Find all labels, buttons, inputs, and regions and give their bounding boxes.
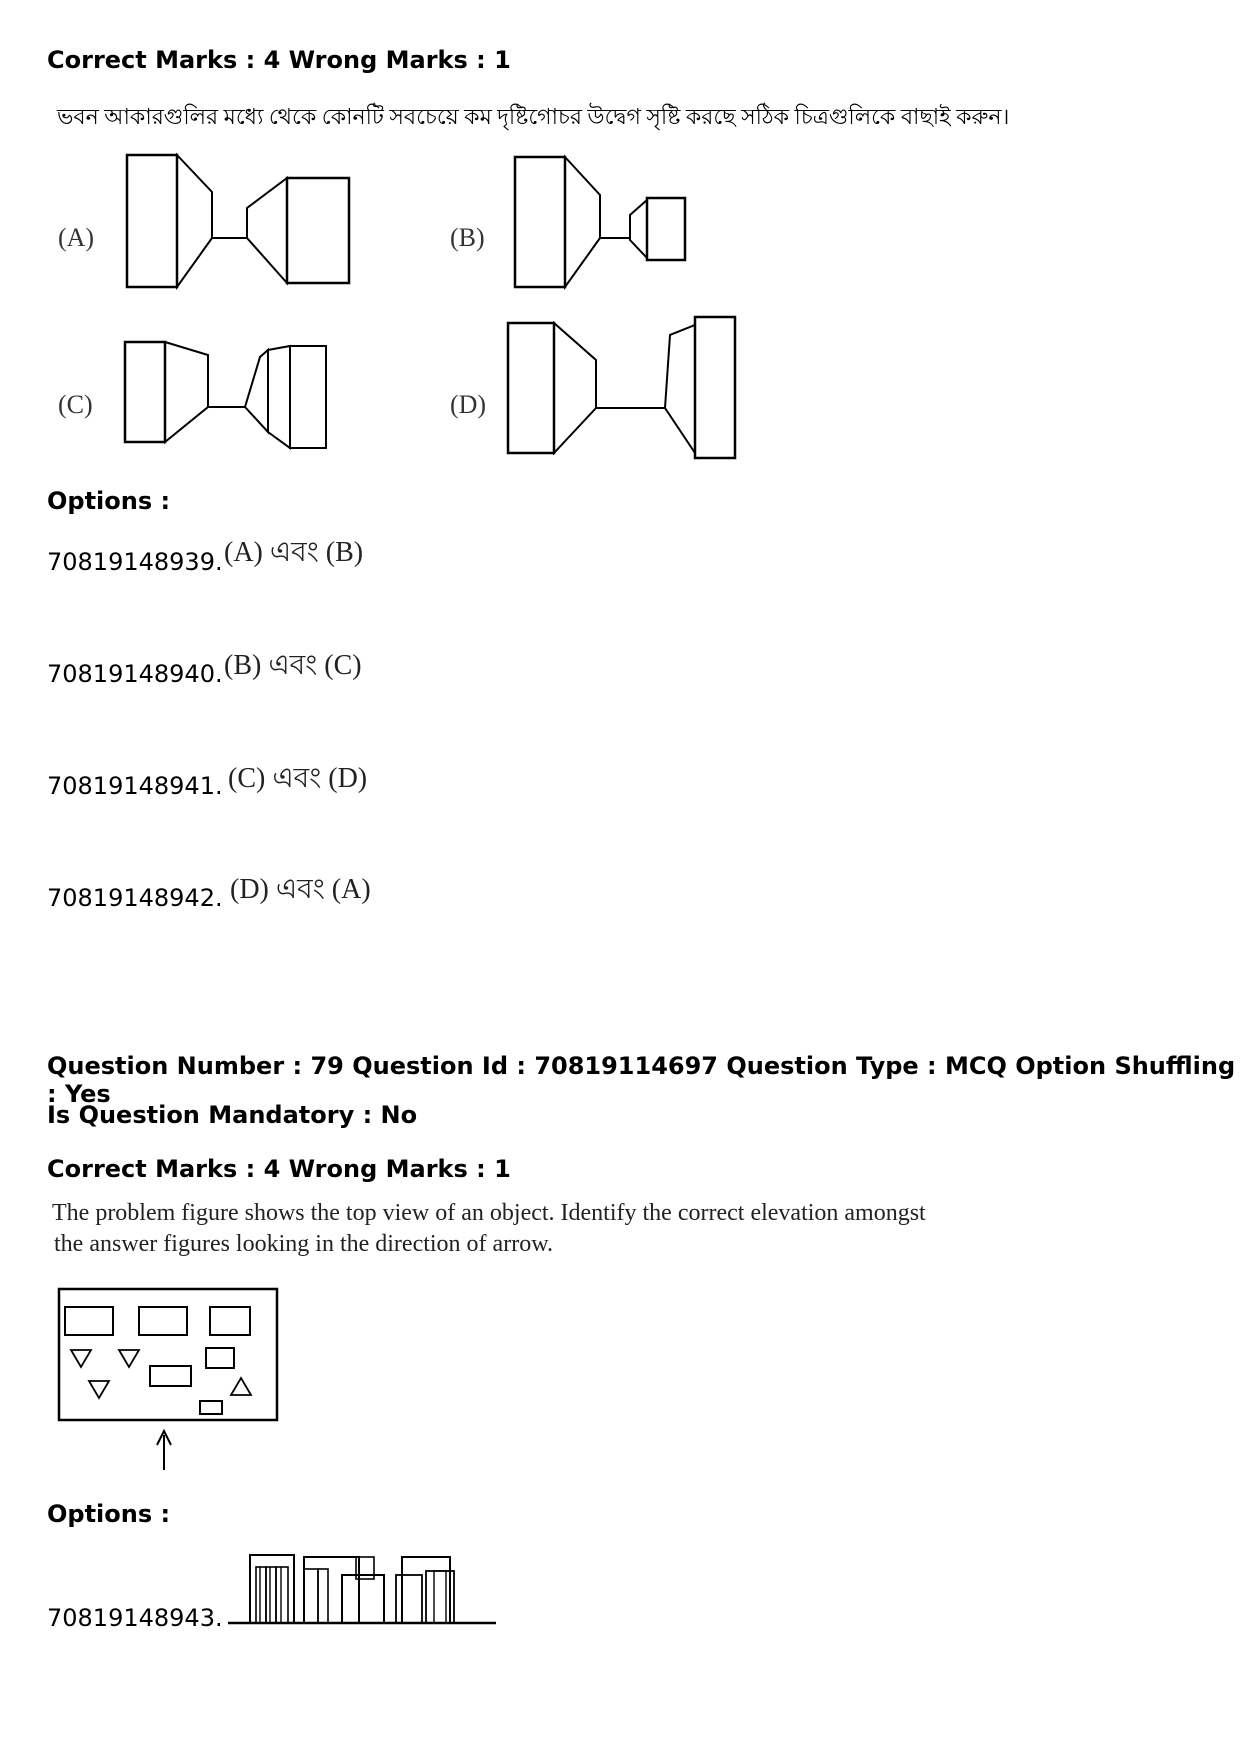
options-label-q79: Options : xyxy=(47,1500,171,1528)
option-id: 70819148940. xyxy=(47,660,223,688)
figure-label-b: (B) xyxy=(450,223,485,252)
option-id: 70819148941. xyxy=(47,772,223,800)
correct-marks-line-q78: Correct Marks : 4 Wrong Marks : 1 xyxy=(47,46,511,74)
building-figure-b xyxy=(505,150,705,290)
figure-label-d: (D) xyxy=(450,390,487,419)
option-text[interactable]: (B) এবং (C) xyxy=(224,650,362,681)
question-header-q79: Question Number : 79 Question Id : 70819114697 Question Type : MCQ Option Shuffling : Yes xyxy=(47,1052,1236,1108)
building-figure-a xyxy=(120,150,360,290)
question-text-q79-line2: the answer figures looking in the direction of arrow. xyxy=(54,1231,553,1257)
option-id: 70819148942. xyxy=(47,884,223,912)
mandatory-line-q79: Is Question Mandatory : No xyxy=(47,1101,418,1129)
option-text[interactable]: (D) এবং (A) xyxy=(230,874,371,905)
question-text-q79-line1: The problem figure shows the top view of an object. Identify the correct elevation amongst xyxy=(52,1200,926,1226)
option-text[interactable]: (C) এবং (D) xyxy=(228,763,368,794)
elevation-answer-figure[interactable] xyxy=(226,1535,506,1630)
options-label-q78: Options : xyxy=(47,487,171,515)
option-id: 70819148943. xyxy=(47,1604,223,1632)
building-figure-d xyxy=(500,305,750,465)
option-id: 70819148939. xyxy=(47,548,223,576)
top-view-figure xyxy=(55,1285,290,1485)
option-text[interactable]: (A) এবং (B) xyxy=(224,537,364,568)
figure-label-a: (A) xyxy=(58,223,95,252)
figure-label-c: (C) xyxy=(58,390,93,419)
question-text-q78: ভবন আকারগুলির মধ্যে থেকে কোনটি সবচেয়ে কম দৃষ্টিগোচর উদ্বেগ সৃষ্টি করছে সঠিক চিত্রগুলিকে বাছাই করুন। xyxy=(57,104,1010,129)
building-figure-c xyxy=(118,335,338,455)
correct-marks-line-q79: Correct Marks : 4 Wrong Marks : 1 xyxy=(47,1155,511,1183)
